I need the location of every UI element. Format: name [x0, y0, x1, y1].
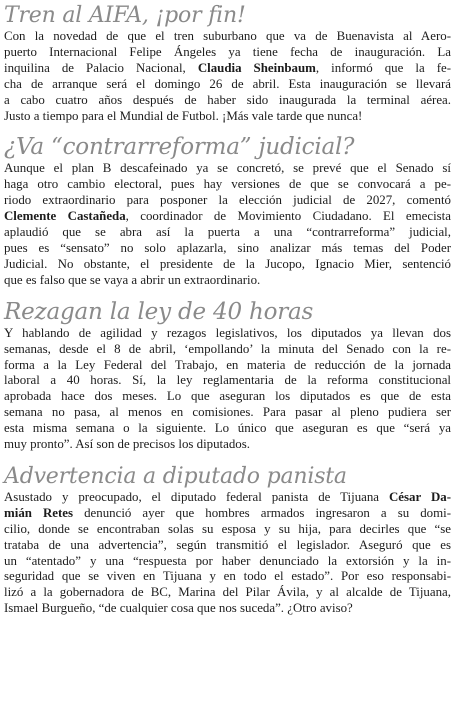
- text-line: [4, 29, 451, 45]
- text-run: haga otro cambio electoral, pues hay versiones de que se convocará a pe-: [4, 177, 451, 192]
- news-item-ley-40-horas: [4, 299, 451, 453]
- text-line: [4, 326, 451, 342]
- news-item-contrarreforma: [4, 134, 451, 288]
- text-run: a cabo cuatro años después de haber sido inaugurada la terminal aérea.: [4, 92, 451, 107]
- text-line: [4, 554, 451, 570]
- text-run: Justo a tiempo para el Mundial de Futbol. ¡Más vale tarde que nunca!: [4, 108, 363, 123]
- text-line: [4, 389, 451, 405]
- bold-name: Clemente Castañeda: [4, 209, 126, 224]
- text-run: Y hablando de agilidad y rezagos legislativos, los diputados ya llevan dos: [4, 325, 451, 340]
- text-line: [4, 109, 451, 125]
- body-text: [4, 490, 451, 617]
- text-line: [4, 538, 451, 554]
- bold-name: César Da-: [389, 489, 451, 504]
- text-run: un “atentado” y una “respuesta por haber denunciado la extorsión y la in-: [4, 553, 451, 568]
- text-line: [4, 585, 451, 601]
- text-line: [4, 209, 451, 225]
- text-line: [4, 437, 451, 453]
- text-line: [4, 77, 451, 93]
- headline: Rezagan la ley de 40 horas: [4, 298, 314, 325]
- text-line: [4, 61, 451, 77]
- text-run: , coordinador de Movimiento Ciudadano. El emecista: [125, 209, 451, 224]
- bold-name: mián Retes: [4, 505, 74, 520]
- text-line: [4, 358, 451, 374]
- text-run: laboral a 40 horas. Sí, la ley reglamentaria de la reforma constitucional: [4, 373, 451, 388]
- news-item-diputado-panista: [4, 463, 451, 617]
- text-line: [4, 177, 451, 193]
- text-run: muy pronto”. Así son de precisos los diputados.: [4, 437, 250, 452]
- news-item-aifa: [4, 2, 451, 124]
- text-line: [4, 225, 451, 241]
- text-run: cha de arranque será el domingo 26 de abril. Esta inauguración se llevará: [4, 76, 451, 91]
- text-run: lizó a la gobernadora de BC, Marina del Pilar Ávila, y al alcalde de Tijuana,: [4, 585, 451, 600]
- bold-name: Claudia Sheinbaum: [197, 60, 316, 75]
- text-line: [4, 522, 451, 538]
- text-line: [4, 490, 451, 506]
- text-line: [4, 569, 451, 585]
- text-line: [4, 601, 451, 617]
- body-text: [4, 161, 451, 288]
- text-run: trataba de una advertencia”, según transmitió el legislador. Aseguró que es: [4, 537, 451, 552]
- text-run: seguridad que se viven en Tijuana y en todo el estado”. Por eso responsabi-: [4, 569, 451, 584]
- text-run: riodo extraordinario para posponer la elección judicial de 2027, comentó: [4, 193, 451, 208]
- headline: ¿Va “contrarreforma” judicial?: [4, 134, 355, 161]
- text-line: [4, 241, 451, 257]
- text-run: denunció ayer que hombres armados ingresaron a su domi-: [73, 505, 451, 520]
- text-run: aprobada hace dos meses. Lo que aseguran los diputados es que de esta: [4, 389, 451, 404]
- text-run: Judicial. No obstante, el presidente de la Jucopo, Ignacio Mier, sentenció: [4, 256, 451, 271]
- text-run: puerto Internacional Felipe Ángeles ya tiene fecha de inauguración. La: [4, 44, 451, 59]
- text-line: [4, 93, 451, 109]
- text-run: pues es “sensato” no solo aplazarla, sino analizar más temas del Poder: [4, 240, 451, 255]
- text-run: esta misma semana o la siguiente. Lo único que aseguran es que “será ya: [4, 421, 451, 436]
- text-run: Ismael Burgueño, “de cualquier cosa que nos suceda”. ¿Otro aviso?: [4, 601, 353, 616]
- headline: Advertencia a diputado panista: [4, 463, 347, 489]
- text-run: inquilina de Palacio Nacional,: [4, 60, 198, 75]
- text-run: semana no pasa, al menos en comisiones. Para pasar al pleno pudiera ser: [4, 405, 451, 420]
- text-line: [4, 342, 451, 358]
- text-run: que es falso que se vaya a abrir un extraordinario.: [4, 272, 261, 287]
- text-line: [4, 45, 451, 61]
- text-line: [4, 273, 451, 289]
- text-run: cilio, donde se encontraban solas su esposa y su hija, para decirles que “se: [4, 521, 451, 536]
- text-run: forma a la Ley Federal del Trabajo, en materia de reducción de la jornada: [4, 357, 451, 372]
- headline: Tren al AIFA, ¡por fin!: [4, 3, 246, 28]
- text-run: Aunque el plan B descafeinado ya se concretó, se prevé que el Senado sí: [4, 161, 451, 176]
- text-run: , informó que la fe-: [315, 60, 452, 75]
- text-line: [4, 405, 451, 421]
- text-run: Asustado y preocupado, el diputado federal panista de Tijuana: [4, 489, 389, 504]
- text-run: semanas, desde el 8 de abril, ‘empollando’ la minuta del Senado con la re-: [4, 341, 451, 356]
- text-line: [4, 193, 451, 209]
- body-text: [4, 326, 451, 453]
- text-line: [4, 257, 451, 273]
- text-line: [4, 506, 451, 522]
- body-text: [4, 29, 451, 124]
- text-line: [4, 373, 451, 389]
- text-line: [4, 421, 451, 437]
- text-run: Con la novedad de que el tren suburbano que va de Buenavista al Aero-: [4, 29, 451, 43]
- text-run: aplaudió que se abra así la puerta a una “contrarreforma” judicial,: [4, 225, 451, 240]
- text-line: [4, 161, 451, 177]
